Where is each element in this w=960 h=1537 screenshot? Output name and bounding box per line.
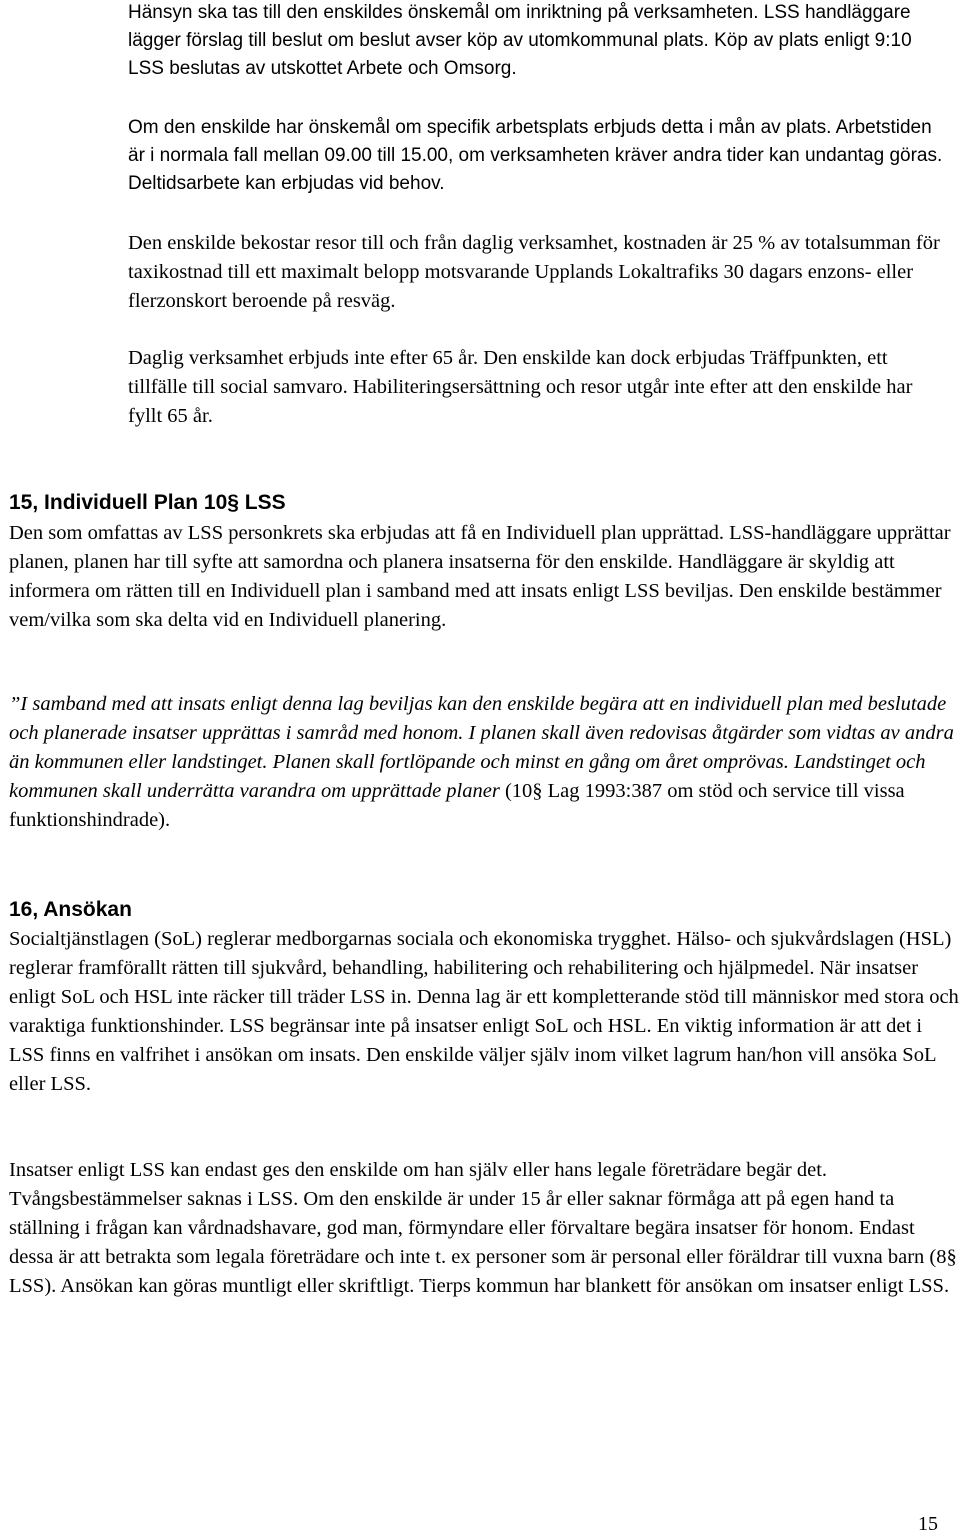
quote-reference: (10§ Lag 1993:387 om stöd och service till vissa funktionshindrade). bbox=[9, 780, 905, 831]
section-15-heading: 15, Individuell Plan 10§ LSS bbox=[9, 491, 286, 514]
section-16-heading: 16, Ansökan bbox=[9, 898, 132, 921]
paragraph-workplace-hours: Om den enskilde har önskemål om specifik arbetsplats erbjuds detta i mån av plats. Arbetstiden är i normala fall mellan 09.00 till 15.00, om verksamheten kräver andra tider kan undantag göras. Deltidsarbete kan erbjudas vid behov. bbox=[128, 117, 943, 194]
paragraph-travel-costs: Den enskilde bekostar resor till och från daglig verksamhet, kostnaden är 25 % av totalsumman för taxikostnad till ett maximalt belopp motsvarande Upplands Lokaltrafiks 30 dagars enzons- eller flerzonskort beroende på resväg. bbox=[128, 232, 940, 312]
paragraph-placement: Hänsyn ska tas till den enskildes önskemål om inriktning på verksamheten. LSS handläggare lägger förslag till beslut om beslut avser köp av utomkommunal plats. Köp av plats enligt 9:10 LSS beslutas av utskottet Arbete och Omsorg. bbox=[128, 2, 912, 79]
paragraph-age-limit: Daglig verksamhet erbjuds inte efter 65 år. Den enskilde kan dock erbjudas Träffpunkten, ett tillfälle till social samvaro. Habiliteringsersättning och resor utgår inte efter att den enskilde har fyllt 65 år. bbox=[128, 347, 913, 427]
quote-italic-text: ”I samband med att insats enligt denna lag beviljas kan den enskilde begära att en individuell plan med beslutade och planerade insatser upprättas i samråd med honom. I planen skall även redovisas åtgärder som vidtas av andra än kommunen eller landstinget. Planen skall fortlöpande och minst en gång om året omprövas. Landstinget och kommunen skall underrätta varandra om upprättade planer bbox=[9, 693, 954, 802]
section-16-body-1: Socialtjänstlagen (SoL) reglerar medborgarnas sociala och ekonomiska trygghet. Hälso- och sjukvårdslagen (HSL) reglerar framförallt rätten till sjukvård, behandling, habilitering och rehabilitering och hjälpmedel. När insatser enligt SoL och HSL inte räcker till träder LSS in. Denna lag är ett kompletterande stöd till människor med stora och varaktiga funktionshinder. LSS begränsar inte på insatser enligt SoL och HSL. En viktig information är att det i LSS finns en valfrihet i ansökan om insats. Den enskilde väljer själv inom vilket lagrum han/hon vill ansöka SoL eller LSS. bbox=[9, 928, 959, 1095]
section-16-body-2: Insatser enligt LSS kan endast ges den enskilde om han själv eller hans legale företrädare begär det. Tvångsbestämmelser saknas i LSS. Om den enskilde är under 15 år eller saknar förmåga att på egen hand ta ställning i frågan kan vårdnadshavare, god man, förmyndare eller förvaltare begära insatser för honom. Endast dessa är att betrakta som legala företrädare och inte t. ex personer som är personal eller föräldrar till vuxna barn (8§ LSS). Ansökan kan göras muntligt eller skriftligt. Tierps kommun har blankett för ansökan om insatser enligt LSS. bbox=[9, 1159, 957, 1297]
section-15-quote bbox=[9, 690, 959, 835]
section-15-body: Den som omfattas av LSS personkrets ska erbjudas att få en Individuell plan upprättad. LSS-handläggare upprättar planen, planen har till syfte att samordna och planera insatserna för den enskilde. Handläggare är skyldig att informera om rätten till en Individuell plan i samband med att insats enligt LSS beviljas. Den enskilde bestämmer vem/vilka som ska delta vid en Individuell planering. bbox=[9, 522, 951, 631]
page-number: 15 bbox=[918, 1513, 938, 1535]
